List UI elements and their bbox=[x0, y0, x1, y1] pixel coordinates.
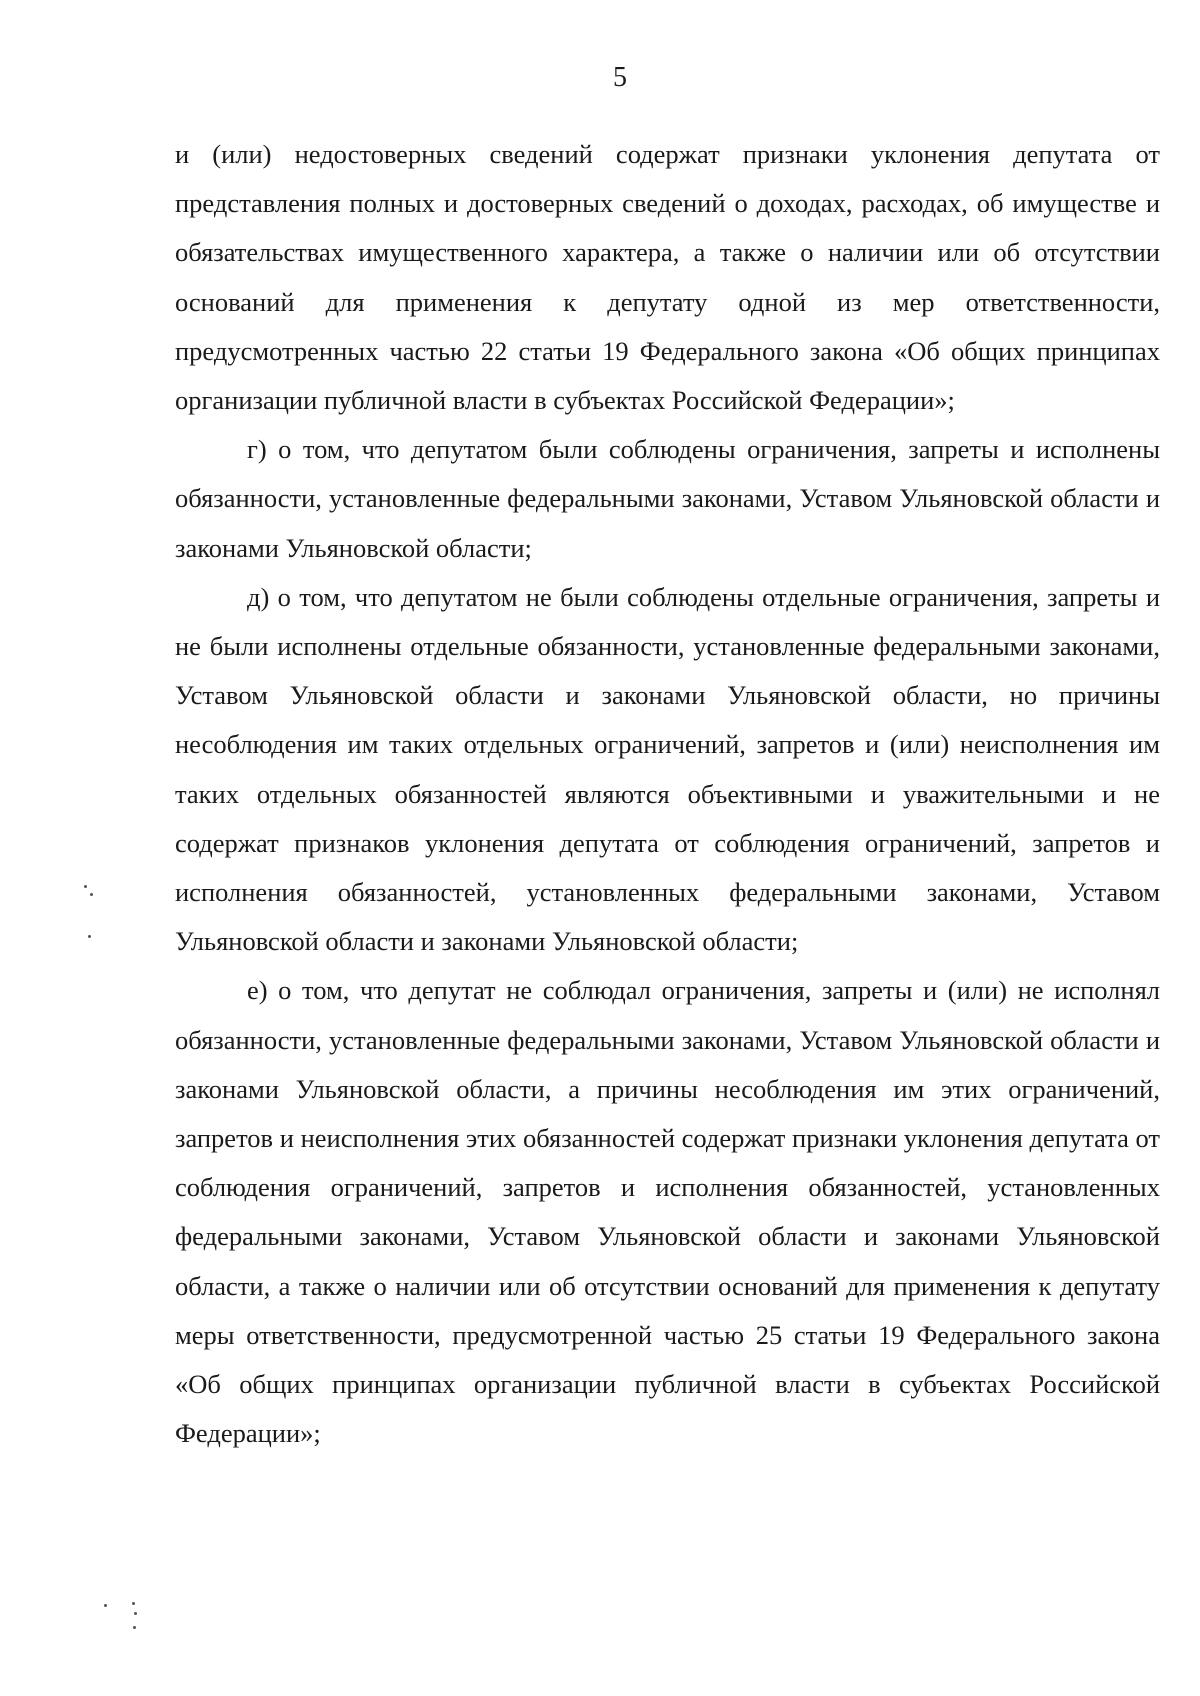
scan-speck bbox=[84, 885, 87, 888]
paragraph-g: г) о том, что депутатом были соблюдены ограничения, запреты и исполнены обязанности, установленные федеральными законами, Уставом Ульяновской области и законами Ульяновской области; bbox=[175, 434, 1160, 563]
scan-speck bbox=[132, 1602, 135, 1605]
paragraph-e: е) о том, что депутат не соблюдал ограничения, запреты и (или) не исполнял обязанности, установленные федеральными законами, Уставом Ульяновской области и законами Ульяновской области, а причины несоблюдения им этих ограничений, запретов и неисполнения этих обязанностей содержат признаки уклонения депутата от соблюдения ограничений, запретов и исполнения обязанностей, установленных федеральными законами, Уставом Ульяновской области и законами Ульяновской области, а также о наличии или об отсутствии оснований для применения к депутату меры ответственности, предусмотренной частью 25 статьи 19 Федерального закона «Об общих принципах организации публичной власти в субъектах Российской Федерации»; bbox=[175, 975, 1160, 1449]
scan-speck bbox=[88, 935, 91, 938]
scan-speck bbox=[133, 1626, 136, 1629]
paragraph-d: д) о том, что депутатом не были соблюдены отдельные ограничения, запреты и не были исполнены отдельные обязанности, установленные федеральными законами, Уставом Ульяновской области и законами Ульяновской области, но причины несоблюдения им таких отдельных ограничений, запретов и (или) неисполнения им таких отдельных обязанностей являются объективными и уважительными и не содержат признаков уклонения депутата от соблюдения ограничений, запретов и исполнения обязанностей, установленных федеральными законами, Уставом Ульяновской области и законами Ульяновской области; bbox=[175, 581, 1160, 957]
document-body bbox=[175, 130, 1160, 1458]
page-number: 5 bbox=[613, 62, 627, 93]
scan-speck bbox=[134, 1612, 137, 1615]
scan-speck bbox=[104, 1604, 107, 1607]
paragraph-intro: и (или) недостоверных сведений содержат признаки уклонения депутата от представления полных и достоверных сведений о доходах, расходах, об имуществе и обязательствах имущественного характера, а также о наличии или об отсутствии оснований для применения к депутату одной из мер ответственности, предусмотренных частью 22 статьи 19 Федерального закона «Об общих принципах организации публичной власти в субъектах Российской Федерации»; bbox=[175, 139, 1160, 416]
scan-speck bbox=[90, 893, 93, 896]
